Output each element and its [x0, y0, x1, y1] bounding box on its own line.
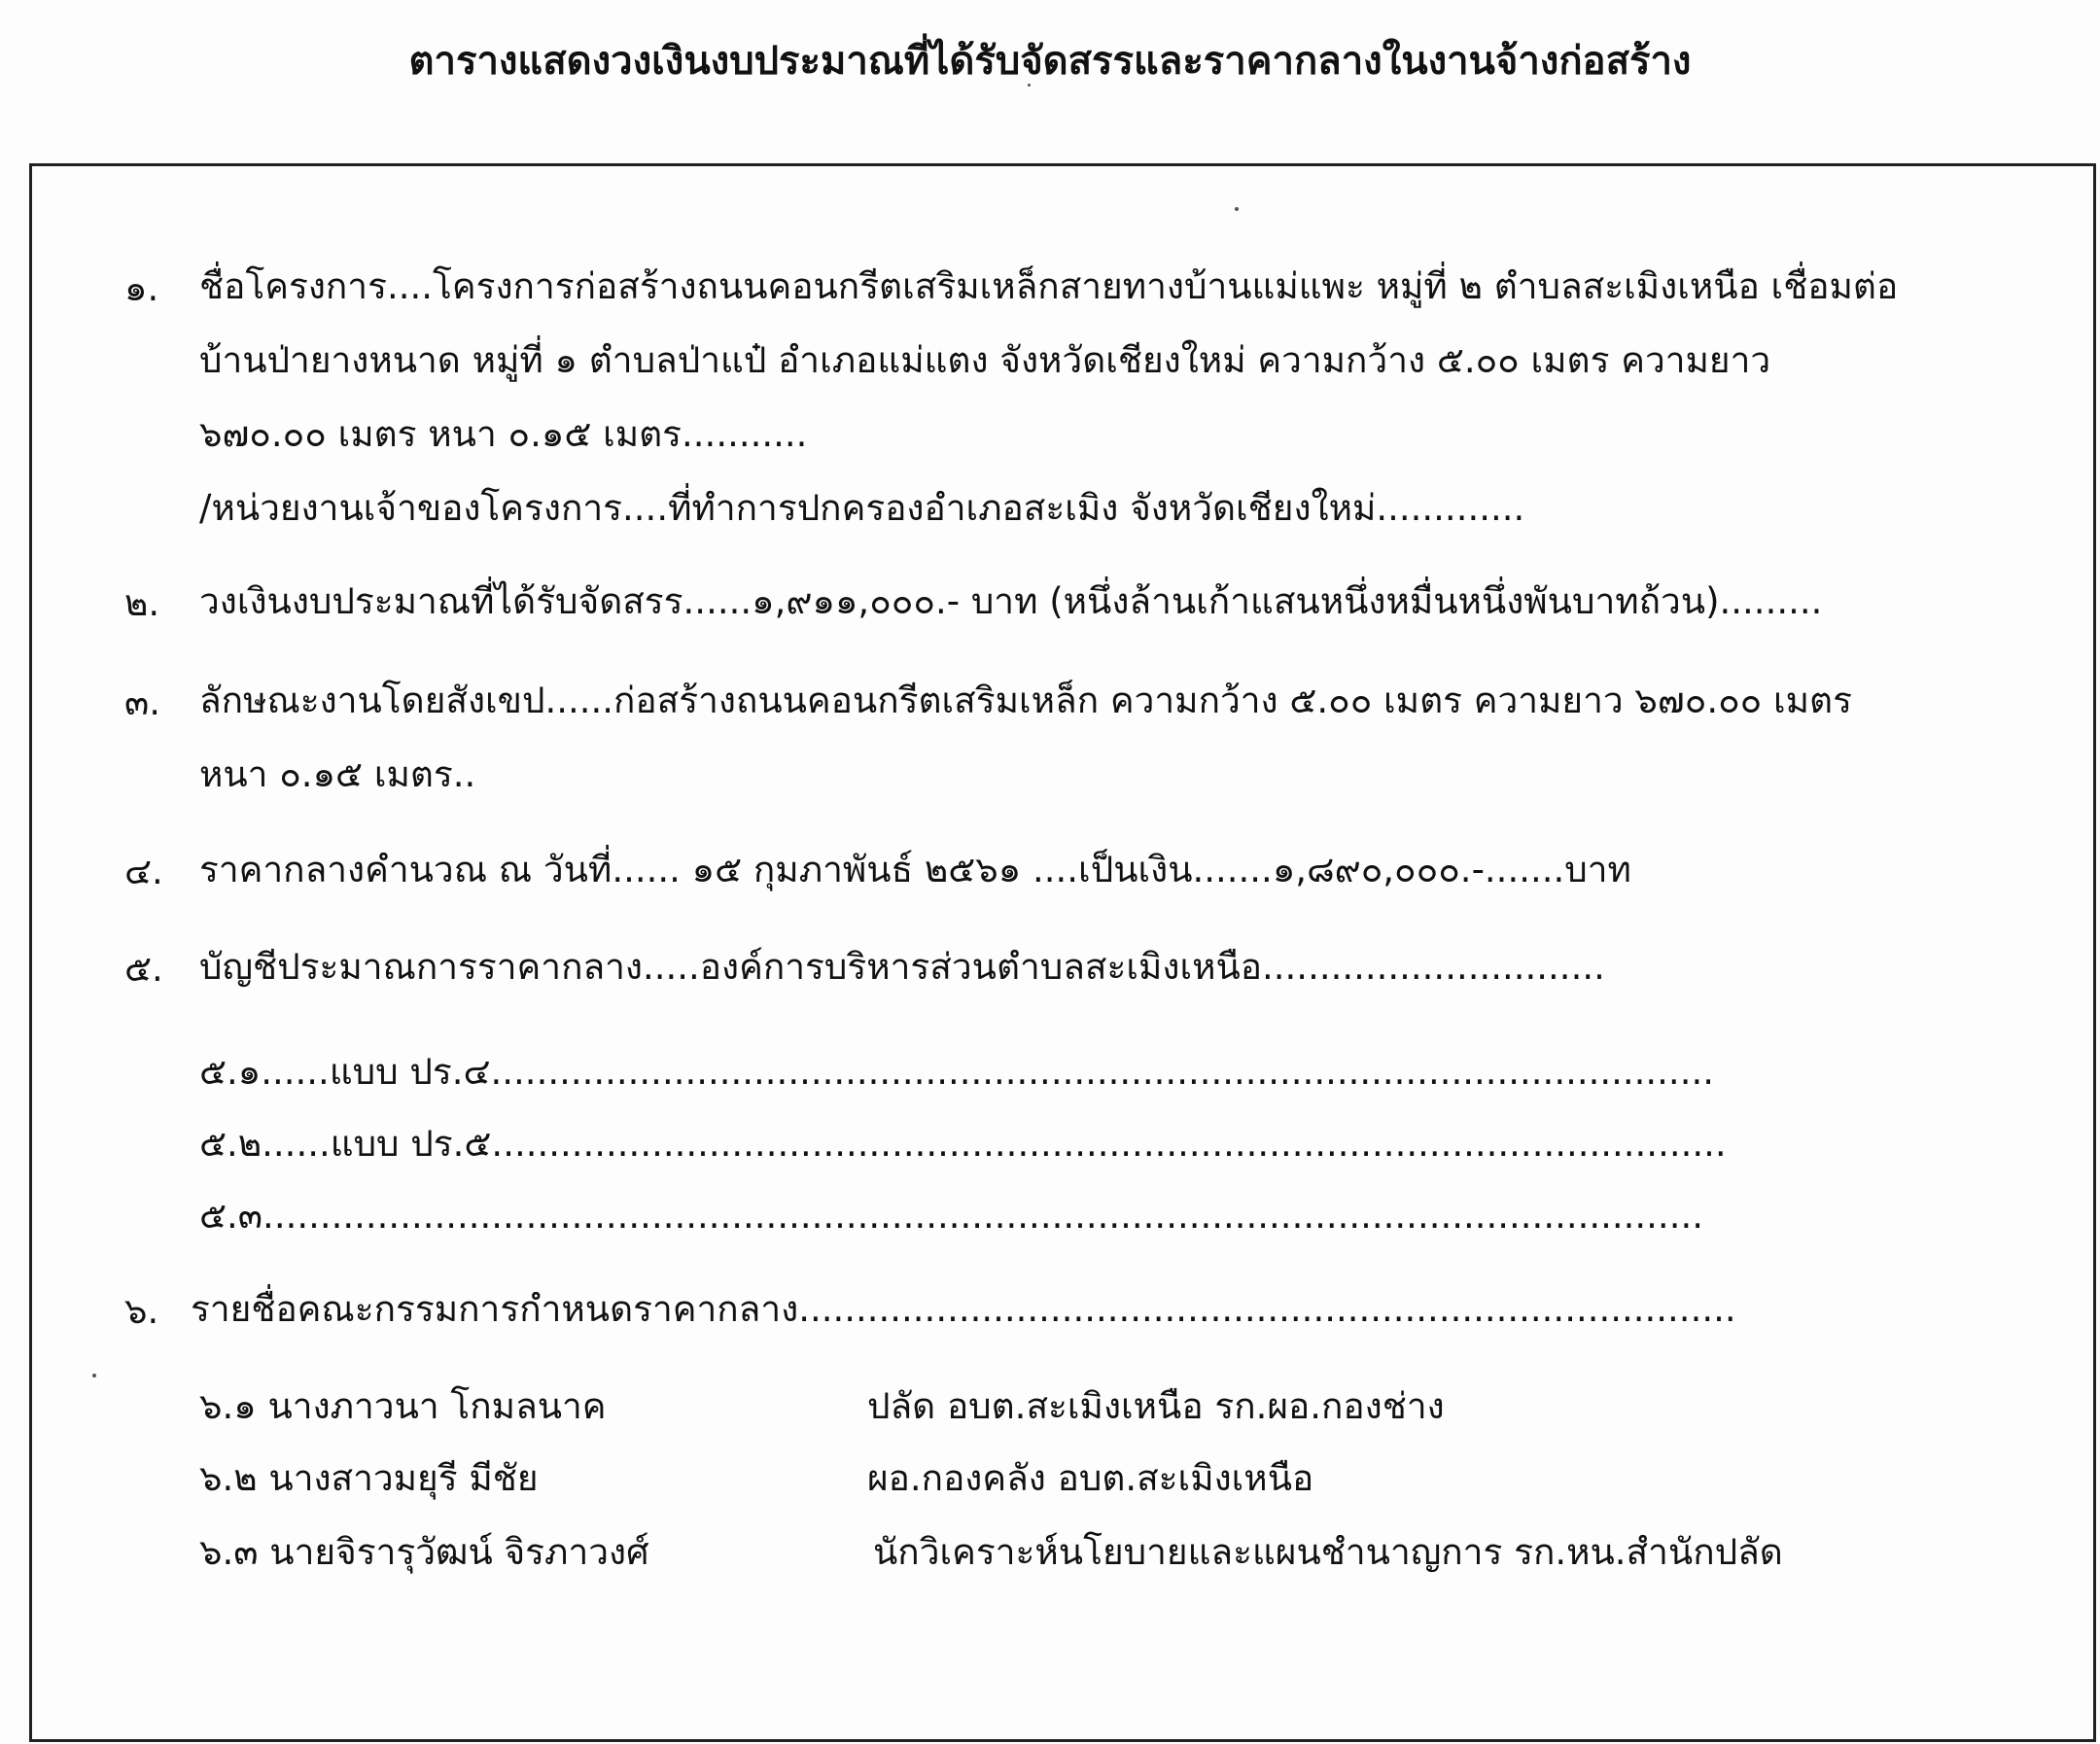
- item-2-number: ๒.: [124, 582, 160, 624]
- item-4-number: ๔.: [124, 851, 163, 892]
- member-1-position: ปลัด อบต.สะเมิงเหนือ รก.ผอ.กองช่าง: [867, 1385, 1445, 1427]
- item-5-line-1: บัญชีประมาณการราคากลาง.....องค์การบริหารส่วนตำบลสะเมิงเหนือ..............................: [199, 946, 1605, 988]
- item-4-line-1: ราคากลางคำนวณ ณ วันที่...... ๑๕ กุมภาพันธ์ ๒๕๖๑ ....เป็นเงิน.......๑,๘๙๐,๐๐๐.-.......บาท: [199, 849, 1631, 890]
- item-1-line-2: บ้านป่ายางหนาด หมู่ที่ ๑ ตำบลป่าแป๋ อำเภอแม่แตง จังหวัดเชียงใหม่ ความกว้าง ๕.๐๐ เมตร ความยาว: [199, 339, 1771, 381]
- item-5-number: ๕.: [124, 948, 163, 990]
- scan-speck: [92, 1374, 96, 1378]
- member-2-name: ๖.๒ นางสาวมยุรี มีชัย: [199, 1457, 539, 1499]
- member-3-name: ๖.๓ นายจิรารุวัฒน์ จิรภาวงศ์: [199, 1531, 649, 1573]
- item-1-line-1: ชื่อโครงการ....โครงการก่อสร้างถนนคอนกรีตเสริมเหล็กสายทางบ้านแม่แพะ หมู่ที่ ๒ ตำบลสะเมิงเหนือ เชื่อมต่อ: [199, 265, 1899, 307]
- item-6-line-1: รายชื่อคณะกรรมการกำหนดราคากลาง..................................................................................: [191, 1288, 1736, 1330]
- item-5-sub-1: ๕.๑......แบบ ปร.๔...........................................................................................................: [199, 1051, 1714, 1093]
- item-6-number: ๖.: [124, 1290, 159, 1332]
- scan-speck: [1028, 84, 1031, 87]
- item-3-line-1: ลักษณะงานโดยสังเขป......ก่อสร้างถนนคอนกรีตเสริมเหล็ก ความกว้าง ๕.๐๐ เมตร ความยาว ๖๗๐.๐๐ เมตร: [199, 680, 1852, 721]
- item-3-line-2: หนา ๐.๑๕ เมตร..: [199, 753, 476, 795]
- item-3-number: ๓.: [124, 681, 161, 723]
- item-1-line-3: ๖๗๐.๐๐ เมตร หนา ๐.๑๕ เมตร...........: [199, 413, 808, 455]
- item-5-sub-2: ๕.๒......แบบ ปร.๕............................................................................................................: [199, 1123, 1727, 1165]
- item-5-sub-3: ๕.๓..............................................................................................................................: [199, 1195, 1703, 1237]
- member-1-name: ๖.๑ นางภาวนา โกมลนาค: [199, 1385, 607, 1427]
- item-1-line-4: /หน่วยงานเจ้าของโครงการ....ที่ทำการปกครองอำเภอสะเมิง จังหวัดเชียงใหม่.............: [199, 487, 1525, 529]
- item-2-line-1: วงเงินงบประมาณที่ได้รับจัดสรร......๑,๙๑๑,๐๐๐.- บาท (หนึ่งล้านเก้าแสนหนึ่งหมื่นหนึ่งพันบาทถ้วน).........: [199, 580, 1823, 622]
- member-2-position: ผอ.กองคลัง อบต.สะเมิงเหนือ: [867, 1457, 1314, 1499]
- page-title: ตารางแสดงวงเงินงบประมาณที่ได้รับจัดสรรและราคากลางในงานจ้างก่อสร้าง: [408, 39, 1692, 84]
- member-3-position: นักวิเคราะห์นโยบายและแผนชำนาญการ รก.หน.สำนักปลัด: [873, 1531, 1783, 1573]
- item-1-number: ๑.: [124, 267, 159, 309]
- scan-speck: [1235, 207, 1239, 211]
